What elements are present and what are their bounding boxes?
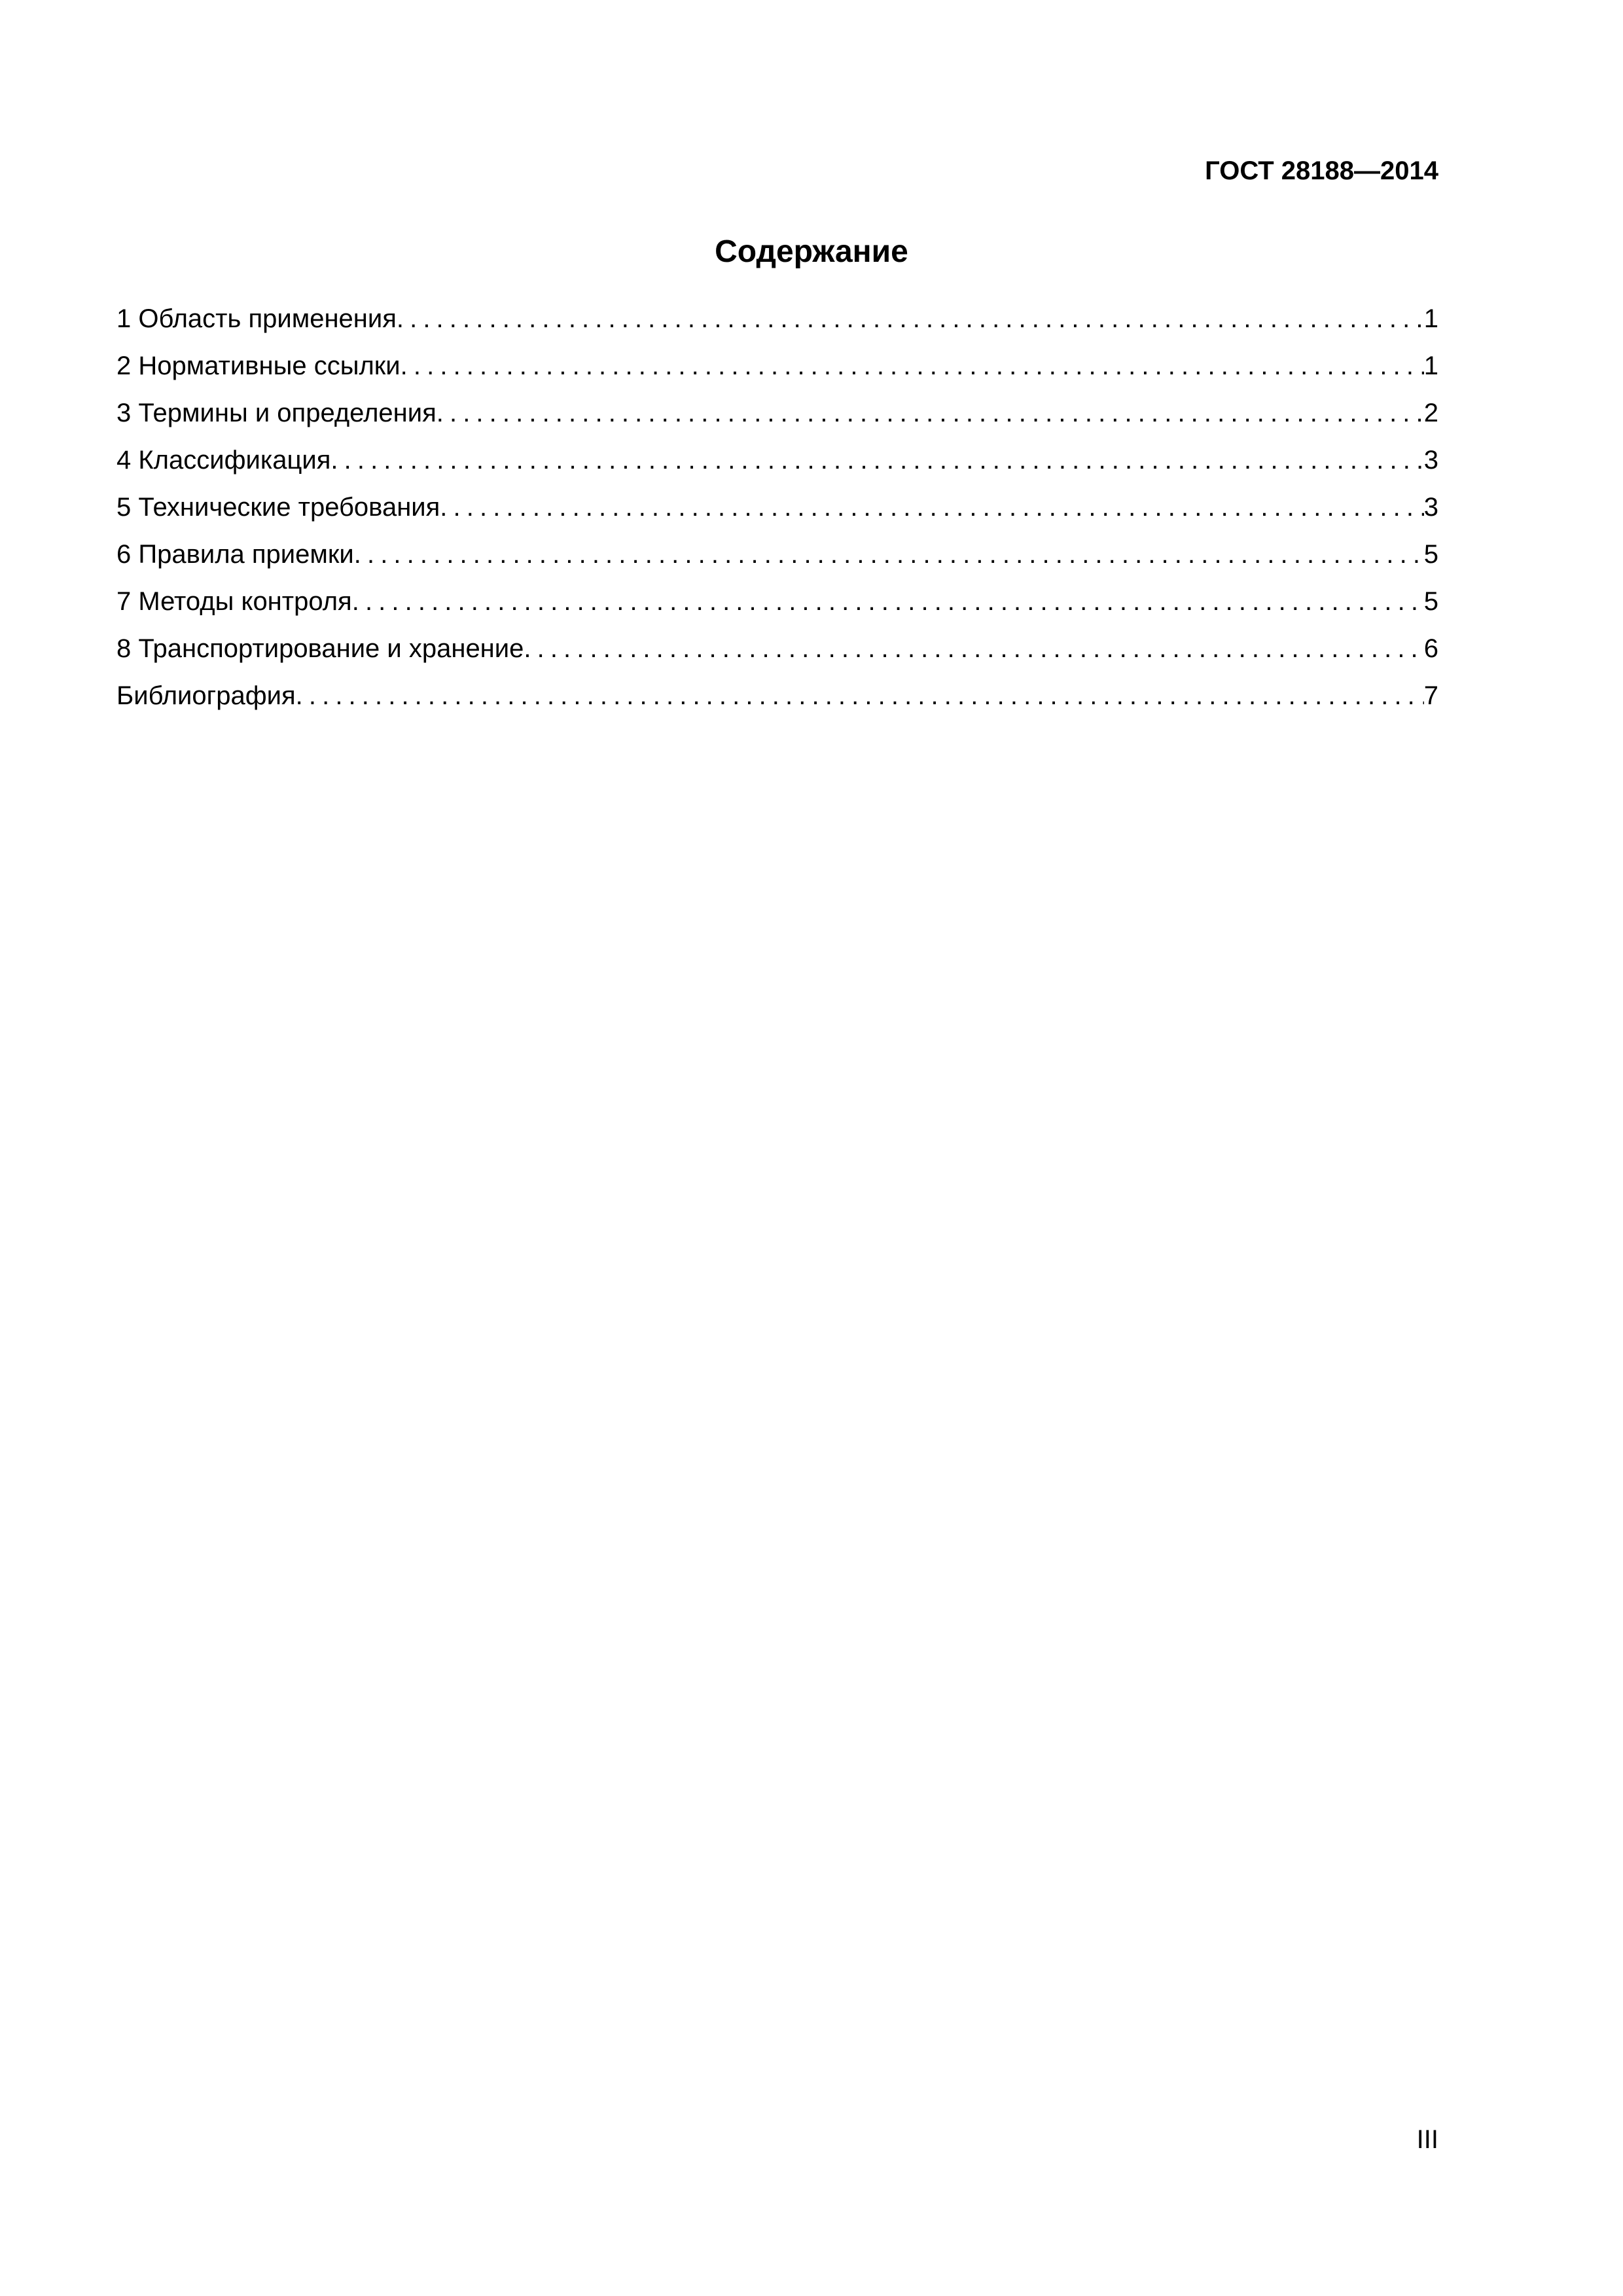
toc-dot-leader [330, 444, 1423, 476]
toc-dot-leader [397, 302, 1424, 335]
toc-entry-label: Библиография [116, 681, 296, 710]
toc-entry[interactable] [116, 491, 1438, 538]
toc-entry-label: 3 Термины и определения [116, 399, 437, 427]
page-number: III [1416, 2125, 1438, 2154]
toc-entry-page: 5 [1423, 540, 1438, 569]
toc-title: Содержание [715, 234, 908, 269]
document-code: ГОСТ 28188—2014 [1205, 156, 1438, 185]
toc-entry-label: 2 Нормативные ссылки [116, 351, 401, 380]
toc-dot-leader [354, 538, 1424, 571]
toc-dot-leader [296, 679, 1424, 712]
toc-entry-label: 8 Транспортирование и хранение [116, 634, 524, 663]
toc-entry-page: 7 [1423, 681, 1438, 710]
toc-entry-page: 2 [1423, 399, 1438, 427]
toc-entry-label: 7 Методы контроля [116, 587, 352, 616]
toc-entry[interactable] [116, 350, 1438, 397]
toc-entry-page: 5 [1423, 587, 1438, 616]
toc-dot-leader [437, 397, 1424, 429]
table-of-contents [116, 302, 1438, 726]
toc-entry[interactable] [116, 538, 1438, 585]
toc-entry[interactable] [116, 397, 1438, 444]
toc-entry[interactable] [116, 585, 1438, 632]
toc-entry-page: 1 [1423, 351, 1438, 380]
toc-dot-leader [401, 350, 1424, 382]
toc-entry-label: 4 Классификация [116, 446, 331, 475]
toc-entry[interactable] [116, 302, 1438, 350]
toc-dot-leader [440, 491, 1423, 524]
toc-entry-page: 1 [1423, 304, 1438, 333]
toc-entry[interactable] [116, 679, 1438, 726]
toc-entry-page: 3 [1423, 493, 1438, 522]
toc-entry[interactable] [116, 444, 1438, 491]
toc-entry-label: 1 Область применения [116, 304, 397, 333]
toc-entry-page: 6 [1423, 634, 1438, 663]
toc-entry-label: 5 Технические требования [116, 493, 440, 522]
toc-entry-page: 3 [1423, 446, 1438, 475]
toc-dot-leader [524, 632, 1423, 665]
toc-dot-leader [352, 585, 1424, 618]
toc-entry-label: 6 Правила приемки [116, 540, 354, 569]
toc-entry[interactable] [116, 632, 1438, 679]
